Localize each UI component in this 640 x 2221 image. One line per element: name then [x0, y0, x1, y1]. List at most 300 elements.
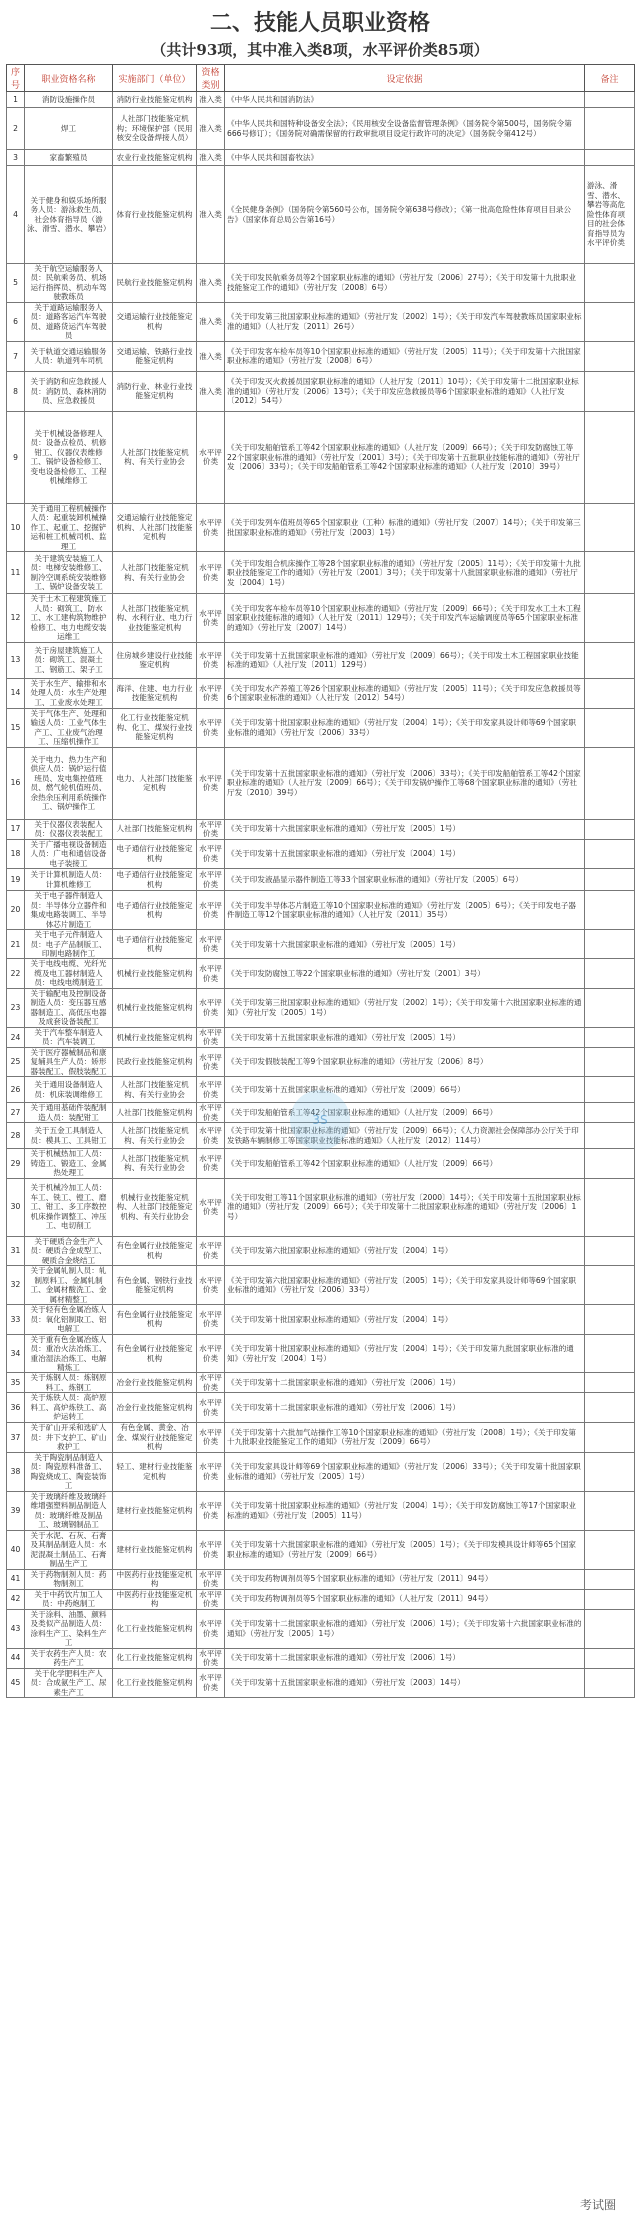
remark — [585, 1452, 635, 1491]
qualification-type: 准入类 — [197, 166, 225, 264]
table-row — [7, 552, 635, 594]
row-number: 2 — [7, 108, 25, 150]
table-row — [7, 594, 635, 642]
table-row — [7, 1530, 635, 1569]
legal-basis: 《关于印发船舶管系工等42个国家职业标准的通知》（人社厅发〔2009〕66号） — [225, 1103, 585, 1123]
qualification-name: 关于汽车整车制造人员：汽车装调工 — [25, 1027, 113, 1047]
table-row — [7, 302, 635, 341]
legal-basis: 《关于印发水产养殖工等26个国家职业标准的通知》（劳社厅发〔2005〕11号）；《关于印发应急救援员等6个国家职业标准的通知》（人社厅发〔2012〕54号） — [225, 678, 585, 708]
remark — [585, 819, 635, 839]
table-row — [7, 166, 635, 264]
row-number: 30 — [7, 1178, 25, 1236]
implementing-dept: 交通运输行业技能鉴定机构、人社部门技能鉴定机构 — [113, 503, 197, 551]
table-row — [7, 1569, 635, 1589]
row-number: 33 — [7, 1305, 25, 1334]
qualification-name: 关于土木工程建筑施工人员：砌筑工、防水工、水工建构筑物维护检修工、电力电缆安装运维工 — [25, 594, 113, 642]
remark — [585, 1305, 635, 1334]
legal-basis: 《中华人民共和国畜牧法》 — [225, 150, 585, 166]
row-number: 11 — [7, 552, 25, 594]
row-number: 35 — [7, 1373, 25, 1393]
watermark-logo: 3S — [290, 1090, 350, 1150]
table-row — [7, 678, 635, 708]
table-row — [7, 1178, 635, 1236]
table-row — [7, 869, 635, 891]
row-number: 9 — [7, 411, 25, 503]
qualification-name: 关于陶瓷制品制造人员：陶瓷原料准备工、陶瓷烧成工、陶瓷装饰工 — [25, 1452, 113, 1491]
row-number: 23 — [7, 988, 25, 1027]
qualification-type: 水平评价类 — [197, 1530, 225, 1569]
remark — [585, 1589, 635, 1609]
table-row — [7, 92, 635, 108]
qualification-name: 关于药物制剂人员：药物制剂工 — [25, 1569, 113, 1589]
implementing-dept: 机械行业技能鉴定机构 — [113, 988, 197, 1027]
qualification-name: 关于轻有色金属冶炼人员：氧化铝制取工、铝电解工 — [25, 1305, 113, 1334]
table-row — [7, 1491, 635, 1530]
table-row — [7, 708, 635, 747]
qualification-name: 关于计算机制造人员：计算机维修工 — [25, 869, 113, 891]
table-row — [7, 930, 635, 959]
implementing-dept: 人社部门技能鉴定机构；环境保护部（民用核安全设备焊接人员） — [113, 108, 197, 150]
legal-basis: 《关于印发第六批国家职业标准的通知》（劳社厅发〔2004〕1号） — [225, 1236, 585, 1265]
remark — [585, 1123, 635, 1149]
remark — [585, 264, 635, 303]
table-row — [7, 1236, 635, 1265]
remark — [585, 371, 635, 411]
legal-basis: 《关于印发药物调剂员等5个国家职业标准的通知》（劳社厅发〔2011〕94号） — [225, 1569, 585, 1589]
implementing-dept: 民政行业技能鉴定机构 — [113, 1047, 197, 1076]
legal-basis: 《关于印发船舶管系工等42个国家职业标准的通知》（人社厅发〔2009〕66号）；《关于印发防腐蚀工等22个国家职业标准的通知》（劳社厅发〔2001〕3号）；《关于印发第十五批职业技能标准的通知》（劳社厅发〔2006〕33号）；《关于印发船舶管系工等42个国家职业标准的通知》（人社厅发〔2010〕39号） — [225, 411, 585, 503]
qualification-name: 关于矿山开采和选矿人员：井下支护工、矿山救护工 — [25, 1422, 113, 1452]
qualification-type: 水平评价类 — [197, 1178, 225, 1236]
remark — [585, 1648, 635, 1668]
remark — [585, 594, 635, 642]
legal-basis: 《关于印发第十五批国家职业标准的通知》（劳社厅发〔2004〕1号） — [225, 839, 585, 868]
row-number: 26 — [7, 1077, 25, 1103]
qualification-type: 准入类 — [197, 108, 225, 150]
table-header-row — [7, 65, 635, 92]
legal-basis: 《关于印发第六批国家职业标准的通知》（劳社厅发〔2005〕1号）；《关于印发家具设计师等69个国家职业标准的通知》（劳社厅发〔2006〕33号） — [225, 1266, 585, 1305]
qualification-type: 水平评价类 — [197, 552, 225, 594]
table-row — [7, 642, 635, 678]
table-row — [7, 1373, 635, 1393]
table-row — [7, 264, 635, 303]
legal-basis: 《全民健身条例》（国务院令第560号公布，国务院令第638号修改）；《第一批高危险性体育项目目录公告》（国家体育总局公告第16号） — [225, 166, 585, 264]
legal-basis: 《关于印发第十五批国家职业标准的通知》（劳社厅发〔2009〕66号） — [225, 1077, 585, 1103]
source-stamp: 考试圈 — [570, 2194, 626, 2215]
legal-basis: 《关于印发客车检车员等10个国家职业标准的通知》（劳社厅发〔2005〕11号）；《关于印发第十六批国家职业标准的通知》（劳社厅发〔2008〕6号） — [225, 341, 585, 371]
implementing-dept: 化工行业技能鉴定机构 — [113, 1668, 197, 1697]
row-number: 37 — [7, 1422, 25, 1452]
legal-basis: 《关于印发第十五批国家职业标准的通知》（劳社厅发〔2005〕1号） — [225, 1027, 585, 1047]
qualification-name: 关于通用设备制造人员：机床装调维修工 — [25, 1077, 113, 1103]
table-row — [7, 1305, 635, 1334]
row-number: 39 — [7, 1491, 25, 1530]
row-number: 44 — [7, 1648, 25, 1668]
qualification-type: 水平评价类 — [197, 1648, 225, 1668]
qualification-name: 焊工 — [25, 108, 113, 150]
implementing-dept: 轻工、建材行业技能鉴定机构 — [113, 1452, 197, 1491]
implementing-dept: 建材行业技能鉴定机构 — [113, 1491, 197, 1530]
qualification-name: 关于房屋建筑施工人员：砌筑工、混凝土工、钢筋工、架子工 — [25, 642, 113, 678]
remark — [585, 959, 635, 988]
row-number: 38 — [7, 1452, 25, 1491]
qualification-name: 关于建筑安装施工人员：电梯安装维修工、制冷空调系统安装维修工、锅炉设备安装工 — [25, 552, 113, 594]
implementing-dept: 人社部门技能鉴定机构、有关行业协会 — [113, 1077, 197, 1103]
legal-basis: 《关于印发第十六批加气站操作工等10个国家职业标准的通知》（劳社厅发〔2008〕1号）；《关于印发第十九批职业技能鉴定工作的通知》（劳社厅发〔2009〕66号） — [225, 1422, 585, 1452]
row-number: 5 — [7, 264, 25, 303]
qualification-type: 水平评价类 — [197, 1149, 225, 1178]
remark — [585, 552, 635, 594]
qualification-type: 水平评价类 — [197, 819, 225, 839]
qualification-name: 关于炼钢人员：炼钢原料工、炼钢工 — [25, 1373, 113, 1393]
qualification-name: 关于医疗器械制品和康复辅具生产人员：矫形器装配工、假肢装配工 — [25, 1047, 113, 1076]
remark — [585, 839, 635, 868]
row-number: 12 — [7, 594, 25, 642]
table-row — [7, 108, 635, 150]
remark — [585, 92, 635, 108]
qualification-type: 准入类 — [197, 302, 225, 341]
remark — [585, 708, 635, 747]
col-header-name: 职业资格名称 — [25, 65, 113, 92]
remark — [585, 1266, 635, 1305]
qualification-name: 关于农药生产人员：农药生产工 — [25, 1648, 113, 1668]
remark — [585, 678, 635, 708]
implementing-dept: 人社部门技能鉴定机构 — [113, 819, 197, 839]
remark — [585, 1236, 635, 1265]
implementing-dept: 电子通信行业技能鉴定机构 — [113, 891, 197, 930]
legal-basis: 《中华人民共和国消防法》 — [225, 92, 585, 108]
implementing-dept: 建材行业技能鉴定机构 — [113, 1530, 197, 1569]
remark — [585, 1393, 635, 1422]
qualification-name: 关于机械设备修理人员：设备点检员、机修钳工、仪器仪表维修工、锅炉设备检修工、变电设备检修工、工程机械维修工 — [25, 411, 113, 503]
qualification-name: 关于气体生产、处理和输送人员：工业气体生产工、工业废气治理工、压缩机操作工 — [25, 708, 113, 747]
table-row — [7, 839, 635, 868]
qualification-name: 关于电子器件制造人员：半导体分立器件和集成电路装调工、半导体芯片制造工 — [25, 891, 113, 930]
qualification-name: 关于化学肥料生产人员：合成氨生产工、尿素生产工 — [25, 1668, 113, 1697]
col-header-basis: 设定依据 — [225, 65, 585, 92]
remark — [585, 1668, 635, 1697]
qualification-type: 水平评价类 — [197, 708, 225, 747]
legal-basis: 《关于印发半导体芯片制造工等10个国家职业标准的通知》（劳社厅发〔2005〕6号）；《关于印发电子器件制造工等12个国家职业标准的通知》（人社厅发〔2011〕35号） — [225, 891, 585, 930]
row-number: 42 — [7, 1589, 25, 1609]
legal-basis: 《关于印发家具设计师等69个国家职业标准的通知》（劳社厅发〔2006〕33号）；《关于印发第十批国家职业标准的通知》（劳社厅发〔2005〕1号） — [225, 1452, 585, 1491]
implementing-dept: 中医药行业技能鉴定机构 — [113, 1569, 197, 1589]
remark — [585, 1609, 635, 1648]
legal-basis: 《关于印发第十二批国家职业标准的通知》（劳社厅发〔2006〕1号） — [225, 1648, 585, 1668]
implementing-dept: 海洋、住建、电力行业技能鉴定机构 — [113, 678, 197, 708]
implementing-dept: 有色金属行业技能鉴定机构 — [113, 1334, 197, 1373]
table-row — [7, 503, 635, 551]
table-row — [7, 371, 635, 411]
qualification-name: 关于电力、热力生产和供应人员：锅炉运行值班员、发电集控值班员、燃气轮机值班员、余热余压利用系统操作工、锅炉操作工 — [25, 747, 113, 819]
remark — [585, 411, 635, 503]
implementing-dept: 人社部门技能鉴定机构、有关行业协会 — [113, 1149, 197, 1178]
legal-basis: 《关于印发假肢装配工等9个国家职业标准的通知》（劳社厅发〔2006〕8号） — [225, 1047, 585, 1076]
implementing-dept: 交通运输、铁路行业技能鉴定机构 — [113, 341, 197, 371]
col-header-note: 备注 — [585, 65, 635, 92]
row-number: 21 — [7, 930, 25, 959]
legal-basis: 《关于印发药物调剂员等5个国家职业标准的通知》（人社厅发〔2011〕94号） — [225, 1589, 585, 1609]
qualification-type: 水平评价类 — [197, 988, 225, 1027]
remark — [585, 302, 635, 341]
remark — [585, 891, 635, 930]
legal-basis: 《关于印发第十批国家职业标准的通知》（劳社厅发〔2004〕1号） — [225, 1305, 585, 1334]
remark — [585, 747, 635, 819]
row-number: 31 — [7, 1236, 25, 1265]
row-number: 1 — [7, 92, 25, 108]
qualification-type: 水平评价类 — [197, 1569, 225, 1589]
col-header-type: 资格类别 — [197, 65, 225, 92]
qualification-type: 水平评价类 — [197, 1452, 225, 1491]
row-number: 13 — [7, 642, 25, 678]
implementing-dept: 住房城乡建设行业技能鉴定机构 — [113, 642, 197, 678]
qualification-name: 关于水生产、输排和水处理人员：水生产处理工、工业废水处理工 — [25, 678, 113, 708]
remark — [585, 1491, 635, 1530]
qualification-type: 水平评价类 — [197, 503, 225, 551]
qualification-type: 准入类 — [197, 371, 225, 411]
legal-basis: 《关于印发防腐蚀工等22个国家职业标准的通知》（劳社厅发〔2001〕3号） — [225, 959, 585, 988]
legal-basis: 《关于印发第十六批国家职业标准的通知》（劳社厅发〔2005〕1号） — [225, 819, 585, 839]
table-row — [7, 1609, 635, 1648]
legal-basis: 《关于印发钳工等11个国家职业标准的通知》（劳社厅发〔2000〕14号）；《关于印发第十五批国家职业标准的通知》（劳社厅发〔2009〕66号）；《关于印发第十二批国家职业标准的通知》（劳社厅发〔2006〕1号） — [225, 1178, 585, 1236]
remark — [585, 1178, 635, 1236]
row-number: 45 — [7, 1668, 25, 1697]
implementing-dept: 机械行业技能鉴定机构、人社部门技能鉴定机构、有关行业协会 — [113, 1178, 197, 1236]
table-row — [7, 1266, 635, 1305]
qualification-name: 关于涂料、油墨、颜料及类似产品制造人员：涂料生产工、染料生产工 — [25, 1609, 113, 1648]
remark — [585, 1373, 635, 1393]
implementing-dept: 农业行业技能鉴定机构 — [113, 150, 197, 166]
table-row — [7, 1648, 635, 1668]
row-number: 14 — [7, 678, 25, 708]
qualification-name: 关于玻璃纤维及玻璃纤维增强塑料制品制造人员：玻璃纤维及制品工、玻璃钢制品工 — [25, 1491, 113, 1530]
table-row — [7, 1047, 635, 1076]
qualification-name: 关于水泥、石灰、石膏及其制品制造人员：水泥混凝土制品工、石膏制品生产工 — [25, 1530, 113, 1569]
implementing-dept: 民航行业技能鉴定机构 — [113, 264, 197, 303]
remark — [585, 1530, 635, 1569]
qualification-name: 关于金属轧制人员：轧制原料工、金属轧制工、金属材酸洗工、金属材精整工 — [25, 1266, 113, 1305]
implementing-dept: 有色金属、黄金、冶金、煤炭行业技能鉴定机构 — [113, 1422, 197, 1452]
implementing-dept: 交通运输行业技能鉴定机构 — [113, 302, 197, 341]
qualification-type: 水平评价类 — [197, 1027, 225, 1047]
row-number: 19 — [7, 869, 25, 891]
implementing-dept: 化工行业技能鉴定机构 — [113, 1609, 197, 1648]
row-number: 8 — [7, 371, 25, 411]
implementing-dept: 有色金属、钢铁行业技能鉴定机构 — [113, 1266, 197, 1305]
remark: 游泳、滑雪、潜水、攀岩等高危险性体育项目的社会体育指导员为水平评价类 — [585, 166, 635, 264]
qualification-type: 水平评价类 — [197, 1123, 225, 1149]
implementing-dept: 消防行业技能鉴定机构 — [113, 92, 197, 108]
qualification-type: 水平评价类 — [197, 411, 225, 503]
row-number: 25 — [7, 1047, 25, 1076]
implementing-dept: 消防行业、林业行业技能鉴定机构 — [113, 371, 197, 411]
implementing-dept: 化工行业技能鉴定机构 — [113, 1648, 197, 1668]
legal-basis: 《关于印发液晶显示器件制造工等33个国家职业标准的通知》（劳社厅发〔2005〕6号） — [225, 869, 585, 891]
col-header-no: 序号 — [7, 65, 25, 92]
row-number: 29 — [7, 1149, 25, 1178]
legal-basis: 《关于印发客车检车员等10个国家职业标准的通知》（劳社厅发〔2009〕66号）；《关于印发水工土木工程国家职业技能标准的通知》（人社厅发〔2011〕129号）；《关于印发汽车运输调度员等65个国家职业标准的通知》（劳社厅发〔2007〕14号） — [225, 594, 585, 642]
remark — [585, 341, 635, 371]
qualification-name: 消防设施操作员 — [25, 92, 113, 108]
legal-basis: 《关于印发第三批国家职业标准的通知》（劳社厅发〔2002〕1号）；《关于印发汽车驾驶教练员国家职业标准的通知》（人社厅发〔2011〕26号） — [225, 302, 585, 341]
qualification-type: 水平评价类 — [197, 1266, 225, 1305]
remark — [585, 1334, 635, 1373]
qualification-type: 水平评价类 — [197, 891, 225, 930]
qualification-type: 准入类 — [197, 150, 225, 166]
qualification-type: 准入类 — [197, 92, 225, 108]
legal-basis: 《关于印发第十批国家职业标准的通知》（劳社厅发〔2009〕66号）；《人力资源社会保障部办公厅关于印发铁路车辆制修工等国家职业技能标准的通知》（人社厅发〔2012〕114号） — [225, 1123, 585, 1149]
remark — [585, 1103, 635, 1123]
table-row — [7, 1149, 635, 1178]
row-number: 28 — [7, 1123, 25, 1149]
qualification-type: 水平评价类 — [197, 930, 225, 959]
legal-basis: 《关于印发第十五批国家职业标准的通知》（劳社厅发〔2009〕66号）；《关于印发土木工程国家职业技能标准的通知》（人社厅发〔2011〕129号） — [225, 642, 585, 678]
implementing-dept: 人社部门技能鉴定机构 — [113, 1103, 197, 1123]
row-number: 4 — [7, 166, 25, 264]
remark — [585, 150, 635, 166]
implementing-dept: 电子通信行业技能鉴定机构 — [113, 869, 197, 891]
row-number: 34 — [7, 1334, 25, 1373]
table-row — [7, 891, 635, 930]
legal-basis: 《关于印发第十批国家职业标准的通知》（劳社厅发〔2004〕1号）；《关于印发家具设计师等69个国家职业标准的通知》（劳社厅发〔2006〕33号） — [225, 708, 585, 747]
table-row — [7, 1422, 635, 1452]
implementing-dept: 机械行业技能鉴定机构 — [113, 959, 197, 988]
row-number: 3 — [7, 150, 25, 166]
qualification-type: 准入类 — [197, 264, 225, 303]
remark — [585, 930, 635, 959]
legal-basis: 《关于印发第十六批国家职业标准的通知》（劳社厅发〔2005〕1号）；《关于印发模具设计师等65个国家职业标准的通知》（劳社厅发〔2009〕66号） — [225, 1530, 585, 1569]
legal-basis: 《关于印发第十批国家职业标准的通知》（劳社厅发〔2004〕1号）；《关于印发第九批国家职业标准的通知》（劳社厅发〔2004〕1号） — [225, 1334, 585, 1373]
implementing-dept: 机械行业技能鉴定机构 — [113, 1027, 197, 1047]
qualification-name: 关于通用基础件装配制造人员：装配钳工 — [25, 1103, 113, 1123]
qualification-name: 关于电线电缆、光纤光缆及电工器材制造人员：电线电缆制造工 — [25, 959, 113, 988]
qualification-type: 水平评价类 — [197, 1609, 225, 1648]
legal-basis: 《关于印发民航乘务员等2个国家职业标准的通知》（劳社厅发〔2006〕27号）；《关于印发第十九批职业技能鉴定工作的通知》（劳社厅发〔2008〕6号） — [225, 264, 585, 303]
legal-basis: 《关于印发列车值班员等65个国家职业（工种）标准的通知》（劳社厅发〔2007〕14号）；《关于印发第三批国家职业标准的通知》（劳社厅发〔2003〕1号） — [225, 503, 585, 551]
qualification-type: 水平评价类 — [197, 1077, 225, 1103]
row-number: 15 — [7, 708, 25, 747]
remark — [585, 988, 635, 1027]
table-row — [7, 1027, 635, 1047]
implementing-dept: 人社部门技能鉴定机构、有关行业协会 — [113, 411, 197, 503]
qualification-name: 关于五金工具制造人员：模具工、工具钳工 — [25, 1123, 113, 1149]
row-number: 20 — [7, 891, 25, 930]
legal-basis: 《关于印发第十五批国家职业标准的通知》（劳社厅发〔2006〕33号）；《关于印发船舶管系工等42个国家职业标准的通知》（人社厅发〔2009〕66号）；《关于印发锅炉操作工等68个国家职业标准的通知》（劳社厅发〔2010〕39号） — [225, 747, 585, 819]
row-number: 43 — [7, 1609, 25, 1648]
remark — [585, 1422, 635, 1452]
remark — [585, 1077, 635, 1103]
implementing-dept: 体育行业技能鉴定机构 — [113, 166, 197, 264]
row-number: 24 — [7, 1027, 25, 1047]
table-row — [7, 747, 635, 819]
qualification-name: 关于航空运输服务人员：民航乘务员、机场运行指挥员、机动车驾驶教练员 — [25, 264, 113, 303]
table-row — [7, 150, 635, 166]
qualification-type: 水平评价类 — [197, 1491, 225, 1530]
qualification-type: 水平评价类 — [197, 869, 225, 891]
row-number: 40 — [7, 1530, 25, 1569]
implementing-dept: 冶金行业技能鉴定机构 — [113, 1393, 197, 1422]
qualification-type: 水平评价类 — [197, 678, 225, 708]
row-number: 27 — [7, 1103, 25, 1123]
remark — [585, 503, 635, 551]
qualification-name: 关于硬质合金生产人员：硬质合金成型工、硬质合金烧结工 — [25, 1236, 113, 1265]
qualification-type: 水平评价类 — [197, 1589, 225, 1609]
remark — [585, 642, 635, 678]
legal-basis: 《关于印发灭火救援员国家职业标准的通知》（人社厅发〔2011〕10号）；《关于印发第十二批国家职业标准的通知》（劳社厅发〔2006〕13号）；《关于印发应急救援员等6个国家职业标准的通知》（人社厅发〔2012〕54号） — [225, 371, 585, 411]
qualification-name: 关于电子元件制造人员：电子产品制版工、印制电路制作工 — [25, 930, 113, 959]
table-row — [7, 819, 635, 839]
remark — [585, 1047, 635, 1076]
qualification-type: 水平评价类 — [197, 1334, 225, 1373]
qualification-type: 水平评价类 — [197, 1668, 225, 1697]
qualification-type: 水平评价类 — [197, 1236, 225, 1265]
implementing-dept: 有色金属行业技能鉴定机构 — [113, 1305, 197, 1334]
implementing-dept: 电子通信行业技能鉴定机构 — [113, 839, 197, 868]
table-row — [7, 1589, 635, 1609]
page-subtitle: （共计93项，其中准入类8项，水平评价类85项） — [151, 41, 489, 59]
implementing-dept: 人社部门技能鉴定机构、水利行业、电力行业技能鉴定机构 — [113, 594, 197, 642]
qualification-type: 水平评价类 — [197, 594, 225, 642]
table-row — [7, 1334, 635, 1373]
remark — [585, 1149, 635, 1178]
legal-basis: 《关于印发组合机床操作工等28个国家职业标准的通知》（劳社厅发〔2005〕11号）；《关于印发第十九批职业技能鉴定工作的通知》（劳社厅发〔2001〕3号）；《关于印发第十八批国家职业标准的通知》（劳社厅发〔2004〕1号） — [225, 552, 585, 594]
qualification-name: 关于机械热加工人员：铸造工、锻造工、金属热处理工 — [25, 1149, 113, 1178]
table-body — [7, 92, 635, 1698]
table-row — [7, 959, 635, 988]
qualification-name: 关于输配电及控制设备制造人员：变压器互感器制造工、高低压电器及成套设备装配工 — [25, 988, 113, 1027]
row-number: 6 — [7, 302, 25, 341]
table-row — [7, 1668, 635, 1697]
qualification-name: 家畜繁殖员 — [25, 150, 113, 166]
implementing-dept: 冶金行业技能鉴定机构 — [113, 1373, 197, 1393]
legal-basis: 《关于印发第十五批国家职业标准的通知》（劳社厅发〔2003〕14号） — [225, 1668, 585, 1697]
row-number: 22 — [7, 959, 25, 988]
legal-basis: 《关于印发第十二批国家职业标准的通知》（劳社厅发〔2006〕1号） — [225, 1393, 585, 1422]
qualification-name: 关于重有色金属冶炼人员：重冶火法冶炼工、重冶湿法冶炼工、电解精炼工 — [25, 1334, 113, 1373]
legal-basis: 《关于印发第十二批国家职业标准的通知》（劳社厅发〔2006〕1号）；《关于印发第十六批国家职业标准的通知》（劳社厅发〔2005〕1号） — [225, 1609, 585, 1648]
qualification-name: 关于广播电视设备制造人员：广电和通信设备电子装接工 — [25, 839, 113, 868]
legal-basis: 《关于印发船舶管系工等42个国家职业标准的通知》（人社厅发〔2009〕66号） — [225, 1149, 585, 1178]
qualification-type: 水平评价类 — [197, 1047, 225, 1076]
row-number: 17 — [7, 819, 25, 839]
qualification-name: 关于道路运输服务人员：道路客运汽车驾驶员、道路货运汽车驾驶员 — [25, 302, 113, 341]
qualification-name: 关于消防和应急救援人员：消防员、森林消防员、应急救援员 — [25, 371, 113, 411]
qualification-type: 水平评价类 — [197, 642, 225, 678]
qualification-type: 水平评价类 — [197, 839, 225, 868]
qualification-name: 关于炼铁人员：高炉原料工、高炉炼铁工、高炉运转工 — [25, 1393, 113, 1422]
qualification-type: 水平评价类 — [197, 1103, 225, 1123]
qualification-type: 水平评价类 — [197, 1373, 225, 1393]
qualification-name: 关于通用工程机械操作人员：起重装卸机械操作工、起重工、挖掘铲运和桩工机械司机、监理工 — [25, 503, 113, 551]
implementing-dept: 人社部门技能鉴定机构、有关行业协会 — [113, 552, 197, 594]
legal-basis: 《中华人民共和国特种设备安全法》；《民用核安全设备监督管理条例》（国务院令第500号，国务院令第666号修订）；《国务院对确需保留的行政审批项目设定行政许可的决定》（国务院令第412号） — [225, 108, 585, 150]
row-number: 18 — [7, 839, 25, 868]
qualification-table — [6, 64, 635, 1698]
qualification-name: 关于仪器仪表装配人员：仪器仪表装配工 — [25, 819, 113, 839]
row-number: 41 — [7, 1569, 25, 1589]
table-row — [7, 411, 635, 503]
implementing-dept: 人社部门技能鉴定机构、有关行业协会 — [113, 1123, 197, 1149]
remark — [585, 1027, 635, 1047]
qualification-type: 水平评价类 — [197, 959, 225, 988]
legal-basis: 《关于印发第十批国家职业标准的通知》（劳社厅发〔2004〕1号）；《关于印发防腐蚀工等17个国家职业标准的通知》（劳社厅发〔2005〕11号） — [225, 1491, 585, 1530]
legal-basis: 《关于印发第三批国家职业标准的通知》（劳社厅发〔2002〕1号）；《关于印发第十六批国家职业标准的通知》（劳社厅发〔2005〕1号） — [225, 988, 585, 1027]
page-title: 二、技能人员职业资格 — [209, 10, 430, 36]
row-number: 10 — [7, 503, 25, 551]
qualification-type: 水平评价类 — [197, 747, 225, 819]
table-row — [7, 988, 635, 1027]
qualification-type: 水平评价类 — [197, 1305, 225, 1334]
